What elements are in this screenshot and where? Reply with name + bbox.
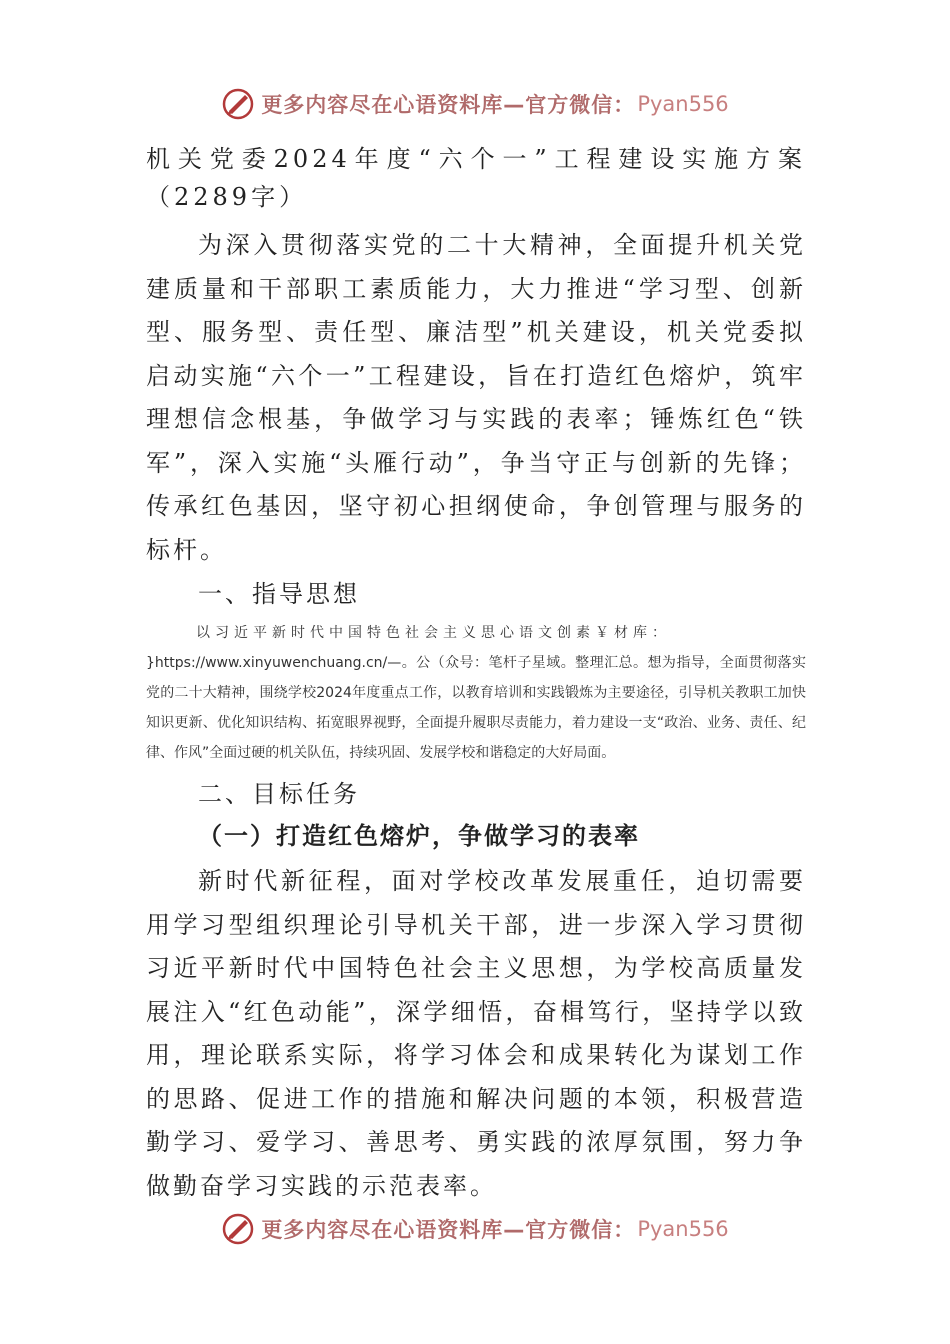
- watermark-wechat-id: Pyan556: [637, 92, 729, 116]
- watermark-text: 更多内容尽在心语资料库—官方微信：: [261, 1218, 636, 1242]
- subsection1-heading: （一）打造红色熔炉，争做学习的表率: [198, 822, 640, 850]
- document-body: [146, 140, 806, 1208]
- section1-lead: 以习近平新时代中国特色社会主义思心语文创素￥材库：: [196, 625, 671, 641]
- pen-logo-icon: [221, 1212, 255, 1246]
- header-watermark: [0, 84, 950, 124]
- pen-logo-icon: [221, 87, 255, 121]
- document-title: 机关党委2024年度“六个一”工程建设实施方案（2289字）: [146, 145, 806, 211]
- section1-heading: 一、指导思想: [198, 580, 360, 608]
- section2-heading: 二、目标任务: [198, 780, 360, 808]
- intro-paragraph: 为深入贯彻落实党的二十大精神，全面提升机关党建质量和干部职工素质能力，大力推进“学习型、创新型、服务型、责任型、廉洁型”机关建设，机关党委拟启动实施“六个一”工程建设，旨在打造红色熔炉，筑牢理想信念根基，争做学习与实践的表率；锤炼红色“铁军”，深入实施“头雁行动”，争当守正与创新的先锋；传承红色基因，坚守初心担纲使命，争创管理与服务的标杆。: [146, 231, 806, 564]
- footer-watermark: [0, 1209, 950, 1249]
- watermark-text: 更多内容尽在心语资料库—官方微信：: [261, 93, 636, 117]
- section1-body: }https://www.xinyuwenchuang.cn/—。公（众号：笔杆子星域。整理汇总。想为指导，全面贯彻落实党的二十大精神，围绕学校2024年度重点工作，以教育培训和实践锻炼为主要途径，引导机关教职工加快知识更新、优化知识结构、拓宽眼界视野，全面提升履职尽责能力，着力建设一支“政治、业务、责任、纪律、作风”全面过硬的机关队伍，持续巩固、发展学校和谐稳定的大好局面。: [146, 655, 806, 761]
- section1-paragraph: [146, 618, 806, 768]
- watermark-wechat-id: Pyan556: [637, 1217, 729, 1241]
- subsection1-paragraph: 新时代新征程，面对学校改革发展重任，迫切需要用学习型组织理论引导机关干部，进一步深入学习贯彻习近平新时代中国特色社会主义思想，为学校高质量发展注入“红色动能”，深学细悟，奋楫笃行，坚持学以致用，理论联系实际，将学习体会和成果转化为谋划工作的思路、促进工作的措施和解决问题的本领，积极营造勤学习、爱学习、善思考、勇实践的浓厚氛围，努力争做勤奋学习实践的示范表率。: [146, 867, 806, 1200]
